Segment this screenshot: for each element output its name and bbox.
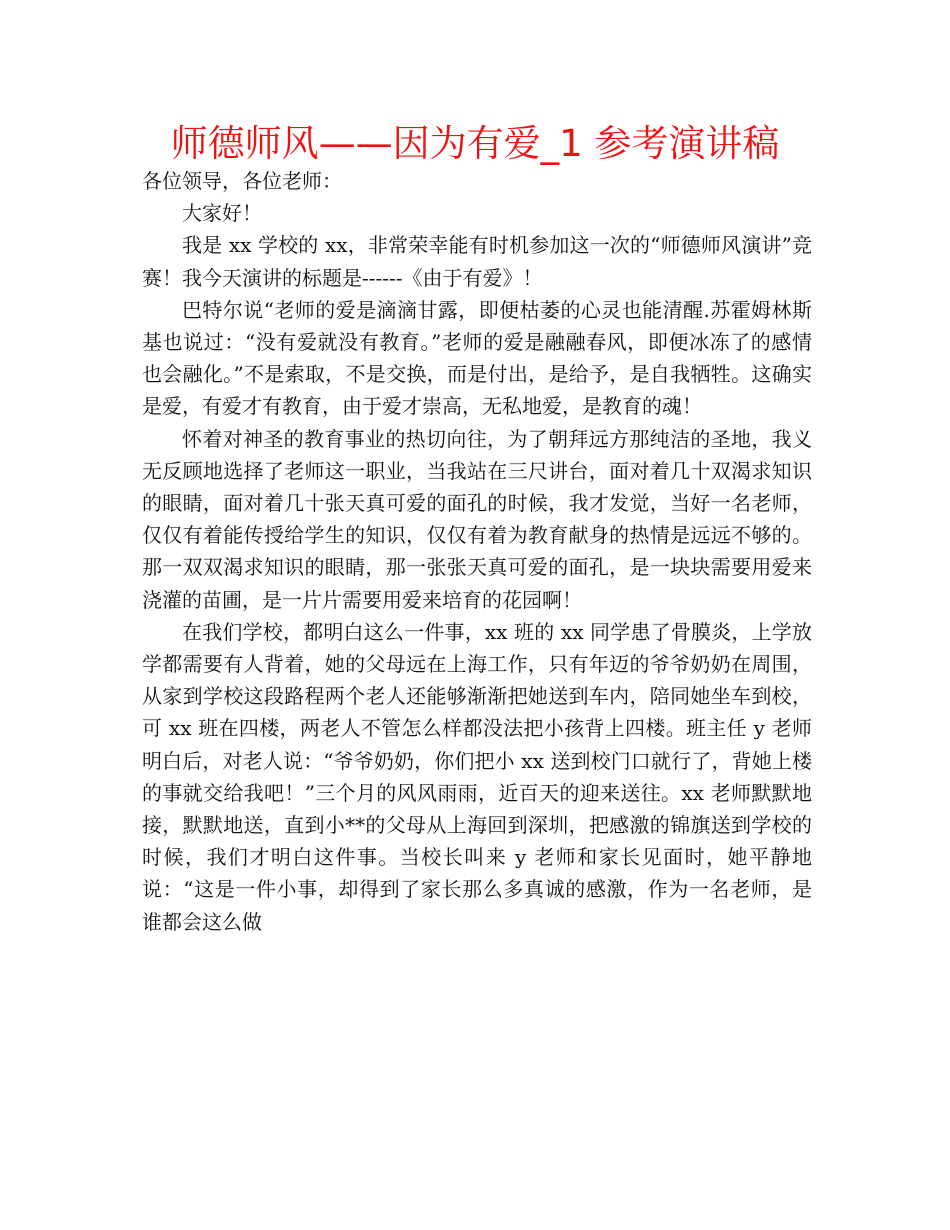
paragraph: 巴特尔说“老师的爱是滴滴甘露，即便枯萎的心灵也能清醒.苏霍姆林斯基也说过：“没有爱就没有教育。”老师的爱是融融春风，即便冰冻了的感情也会融化。”不是索取，不是交换，而是付出，是给予，是自我牺牲。这确实是爱，有爱才有教育，由于爱才崇高，无私地爱，是教育的魂！ [142,297,812,419]
paragraph: 我是 xx 学校的 xx，非常荣幸能有时机参加这一次的“师德师风演讲”竞赛！我今天演讲的标题是------《由于有爱》！ [142,233,812,290]
paragraph: 大家好！ [182,201,262,226]
document-body [142,165,812,938]
greeting: 各位领导，各位老师： [142,169,342,193]
paragraph: 怀着对神圣的教育事业的热切向往，为了朝拜远方那纯洁的圣地，我义无反顾地选择了老师这一职业，当我站在三尺讲台，面对着几十双渴求知识的眼睛，面对着几十张天真可爱的面孔的时候，我才发觉，当好一名老师，仅仅有着能传授给学生的知识，仅仅有着为教育献身的热情是远远不够的。那一双双渴求知识的眼睛，那一张张天真可爱的面孔，是一块块需要用爱来浇灌的苗圃，是一片片需要用爱来培育的花园啊！ [142,426,812,612]
page-title: 师德师风——因为有爱_1 参考演讲稿 [170,122,780,165]
paragraph: 在我们学校，都明白这么一件事，xx 班的 xx 同学患了骨膜炎，上学放学都需要有人背着，她的父母远在上海工作，只有年迈的爷爷奶奶在周围，从家到学校这段路程两个老人还能够渐渐把她送到车内，陪同她坐车到校，可 xx 班在四楼，两老人不管怎么样都没法把小孩背上四楼。班主任 y 老师明白后，对老人说：“爷爷奶奶，你们把小 xx 送到校门口就行了，背她上楼的事就交给我吧！”三个月的风风雨雨，近百天的迎来送往。xx 老师默默地接，默默地送，直到小**的父母从上海回到深圳，把感激的锦旗送到学校的时候，我们才明白这件事。当校长叫来 y 老师和家长见面时，她平静地说：“这是一件小事，却得到了家长那么多真诚的感激，作为一名老师，是谁都会这么做 [142,619,812,934]
